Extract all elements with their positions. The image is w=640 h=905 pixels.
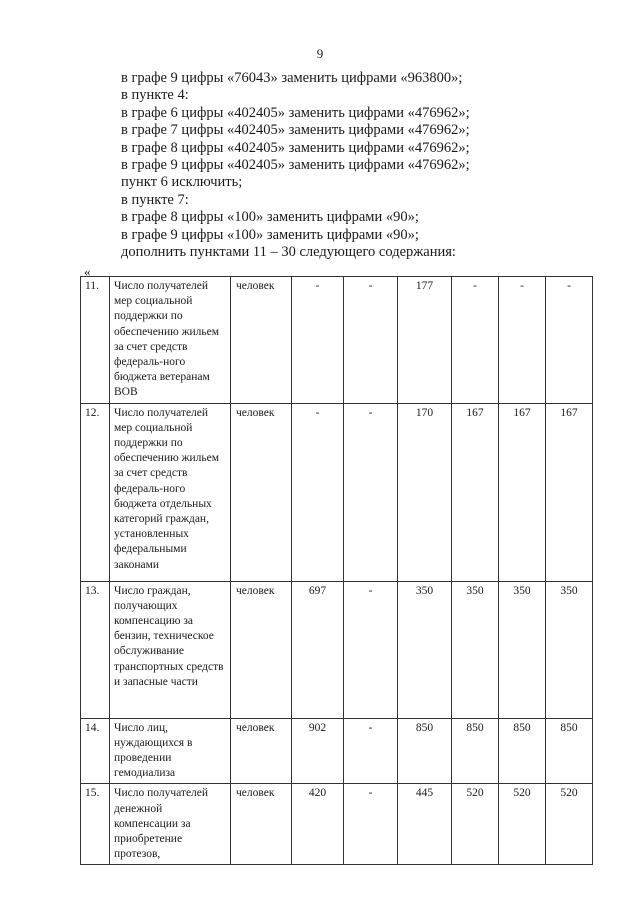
indicator-name: Число лиц, нуждающихся в проведении гемодиализа bbox=[110, 718, 231, 784]
table-row bbox=[81, 581, 593, 718]
unit-cell: человек bbox=[231, 403, 292, 581]
row-number: 13. bbox=[81, 581, 110, 718]
table-row bbox=[81, 784, 593, 865]
table-row bbox=[81, 718, 593, 784]
value-cell: 350 bbox=[546, 581, 593, 718]
value-cell: 420 bbox=[292, 784, 344, 865]
value-cell: 697 bbox=[292, 581, 344, 718]
value-cell: 350 bbox=[452, 581, 499, 718]
text-line: в пункте 7: bbox=[121, 191, 189, 208]
amendment-text bbox=[121, 70, 470, 261]
value-cell: - bbox=[344, 718, 398, 784]
text-line: в графе 9 цифры «76043» заменить цифрами «963800»; bbox=[121, 70, 463, 86]
indicators-table bbox=[80, 276, 593, 865]
value-cell: 350 bbox=[499, 581, 546, 718]
text-line: в графе 9 цифры «100» заменить цифрами «90»; bbox=[121, 226, 419, 243]
table-row bbox=[81, 403, 593, 581]
text-line: в графе 6 цифры «402405» заменить цифрами «476962»; bbox=[121, 104, 470, 121]
value-cell: 902 bbox=[292, 718, 344, 784]
value-cell: 520 bbox=[452, 784, 499, 865]
text-line: в графе 9 цифры «402405» заменить цифрами «476962»; bbox=[121, 157, 470, 174]
value-cell: - bbox=[344, 581, 398, 718]
table-row bbox=[81, 277, 593, 404]
value-cell: 167 bbox=[452, 403, 499, 581]
unit-cell: человек bbox=[231, 581, 292, 718]
row-number: 12. bbox=[81, 403, 110, 581]
unit-cell: человек bbox=[231, 277, 292, 404]
value-cell: - bbox=[546, 277, 593, 404]
value-cell: 850 bbox=[398, 718, 452, 784]
value-cell: - bbox=[344, 277, 398, 404]
value-cell: - bbox=[292, 277, 344, 404]
value-cell: 850 bbox=[499, 718, 546, 784]
unit-cell: человек bbox=[231, 784, 292, 865]
text-line: в графе 8 цифры «100» заменить цифрами «90»; bbox=[121, 209, 419, 226]
row-number: 15. bbox=[81, 784, 110, 865]
indicator-name: Число получателей денежной компенсации за приобретение протезов, bbox=[110, 784, 231, 865]
value-cell: 850 bbox=[546, 718, 593, 784]
value-cell: 167 bbox=[546, 403, 593, 581]
value-cell: - bbox=[452, 277, 499, 404]
text-line: пункт 6 исключить; bbox=[121, 174, 243, 191]
value-cell: 445 bbox=[398, 784, 452, 865]
unit-cell: человек bbox=[231, 718, 292, 784]
opening-quote: « bbox=[84, 264, 91, 279]
indicator-name: Число получателей мер социальной поддержки по обеспечению жильем за счет средств федераль-ного бюджета отдельных категорий граждан, установленных федеральными законами bbox=[110, 403, 231, 581]
row-number: 14. bbox=[81, 718, 110, 784]
row-number: 11. bbox=[81, 277, 110, 404]
indicator-name: Число граждан, получающих компенсацию за бензин, техническое обслуживание транспортных средств и запасные части bbox=[110, 581, 231, 718]
value-cell: - bbox=[344, 403, 398, 581]
text-line: в графе 7 цифры «402405» заменить цифрами «476962»; bbox=[121, 122, 470, 139]
value-cell: 520 bbox=[499, 784, 546, 865]
page-number: 9 bbox=[316, 46, 324, 61]
value-cell: 350 bbox=[398, 581, 452, 718]
value-cell: 520 bbox=[546, 784, 593, 865]
value-cell: 170 bbox=[398, 403, 452, 581]
value-cell: - bbox=[344, 784, 398, 865]
text-line: дополнить пунктами 11 – 30 следующего содержания: bbox=[121, 244, 456, 261]
text-line: в графе 8 цифры «402405» заменить цифрами «476962»; bbox=[121, 139, 470, 156]
value-cell: 850 bbox=[452, 718, 499, 784]
value-cell: 167 bbox=[499, 403, 546, 581]
indicator-name: Число получателей мер социальной поддержки по обеспечению жильем за счет средств федераль-ного бюджета ветеранам ВОВ bbox=[110, 277, 231, 404]
value-cell: - bbox=[499, 277, 546, 404]
value-cell: 177 bbox=[398, 277, 452, 404]
text-line: в пункте 4: bbox=[121, 87, 189, 104]
value-cell: - bbox=[292, 403, 344, 581]
